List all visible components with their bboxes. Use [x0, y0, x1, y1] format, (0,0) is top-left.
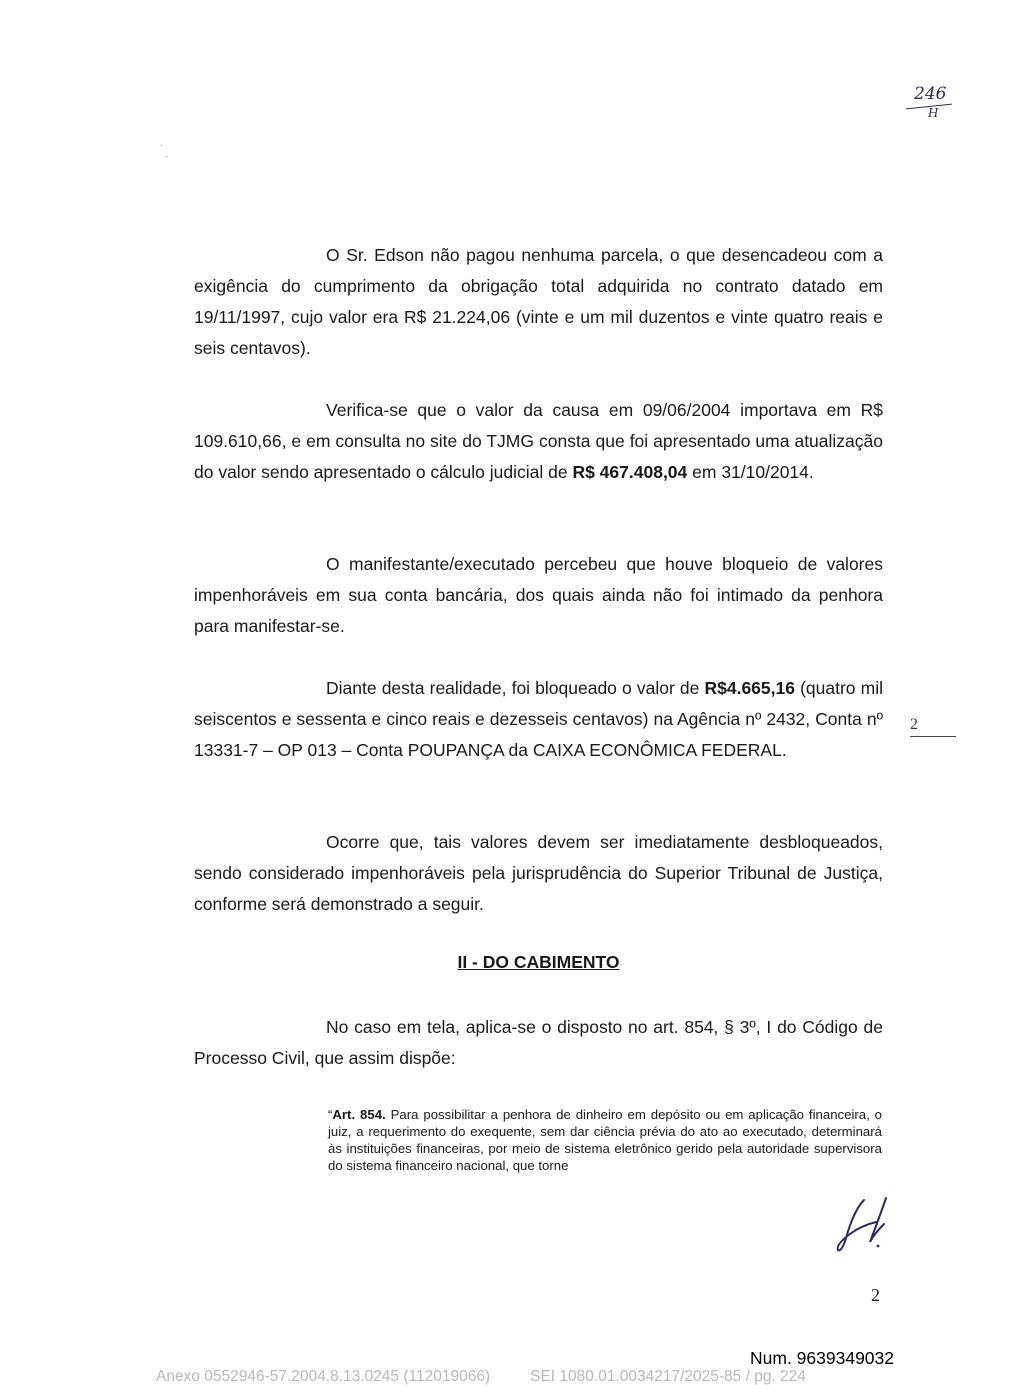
paragraph-2-text-a: Verifica-se que o valor da causa em 09/06/2004 importava em R$ 109.610,66, e em consulta no site do TJMG consta que foi apresentado uma atualização do valor sendo apresentado o cálculo judicial de	[194, 400, 883, 482]
paragraph-3	[194, 549, 883, 642]
margin-note-number: 2	[910, 716, 918, 733]
folio-number: 246	[914, 84, 947, 104]
signature-initials	[826, 1194, 896, 1258]
margin-note-line	[910, 736, 956, 737]
page-number: 2	[871, 1285, 880, 1305]
document-number-stamp: Num. 9639349032	[750, 1348, 894, 1368]
folio-stamp	[906, 84, 956, 124]
paragraph-4-amount: R$4.665,16	[704, 678, 795, 698]
paragraph-5	[194, 827, 883, 920]
paragraph-6	[194, 1012, 883, 1074]
paragraph-4-text-a: Diante desta realidade, foi bloqueado o valor de	[326, 678, 705, 698]
paragraph-1	[194, 240, 883, 364]
paragraph-4	[194, 673, 883, 766]
footer-sei-ref: SEI 1080.01.0034217/2025-85 / pg. 224	[530, 1368, 806, 1385]
paragraph-2-text-b: em 31/10/2014.	[687, 462, 814, 482]
section-heading: II - DO CABIMENTO	[457, 952, 620, 972]
scan-specks: · ·	[160, 140, 169, 162]
footer-watermark	[156, 1368, 806, 1386]
quote-article-label: Art. 854.	[332, 1107, 386, 1122]
paragraph-3-text: O manifestante/executado percebeu que houve bloqueio de valores impenhoráveis em sua conta bancária, dos quais ainda não foi intimado da penhora para manifestar-se.	[194, 554, 883, 636]
footer-annex-ref: Anexo 0552946-57.2004.8.13.0245 (112019066)	[156, 1368, 491, 1385]
paragraph-2-amount: R$ 467.408,04	[572, 462, 688, 482]
paragraph-5-text: Ocorre que, tais valores devem ser imediatamente desbloqueados, sendo considerado impenhoráveis pela jurisprudência do Superior Tribunal de Justiça, conforme será demonstrado a seguir.	[194, 832, 883, 914]
folio-sub: H	[928, 106, 939, 120]
legal-quote	[328, 1106, 882, 1174]
margin-note	[910, 716, 956, 737]
quote-text: Para possibilitar a penhora de dinheiro em depósito ou em aplicação financeira, o juiz, a requerimento do exequente, sem dar ciência prévia do ato ao executado, determinará às instituições financeiras, por meio de sistema eletrônico gerido pela autoridade supervisora do sistema financeiro nacional, que torne	[328, 1107, 883, 1173]
paragraph-1-text: O Sr. Edson não pagou nenhuma parcela, o que desencadeou com a exigência do cumprimento da obrigação total adquirida no contrato datado em 19/11/1997, cujo valor era R$ 21.224,06 (vinte e um mil duzentos e vinte quatro reais e seis centavos).	[194, 245, 883, 358]
quote-open-mark: “	[328, 1107, 333, 1122]
paragraph-4-text-b: (quatro mil seiscentos e sessenta e cinco reais e dezesseis centavos) na Agência nº 2432, Conta nº 13331-7 – OP 013 – Conta POUPANÇA da CAIXA ECONÔMICA FEDERAL.	[194, 678, 884, 760]
paragraph-6-text: No caso em tela, aplica-se o disposto no art. 854, § 3º, I do Código de Processo Civil, que assim dispõe:	[194, 1017, 883, 1068]
paragraph-2	[194, 395, 883, 488]
